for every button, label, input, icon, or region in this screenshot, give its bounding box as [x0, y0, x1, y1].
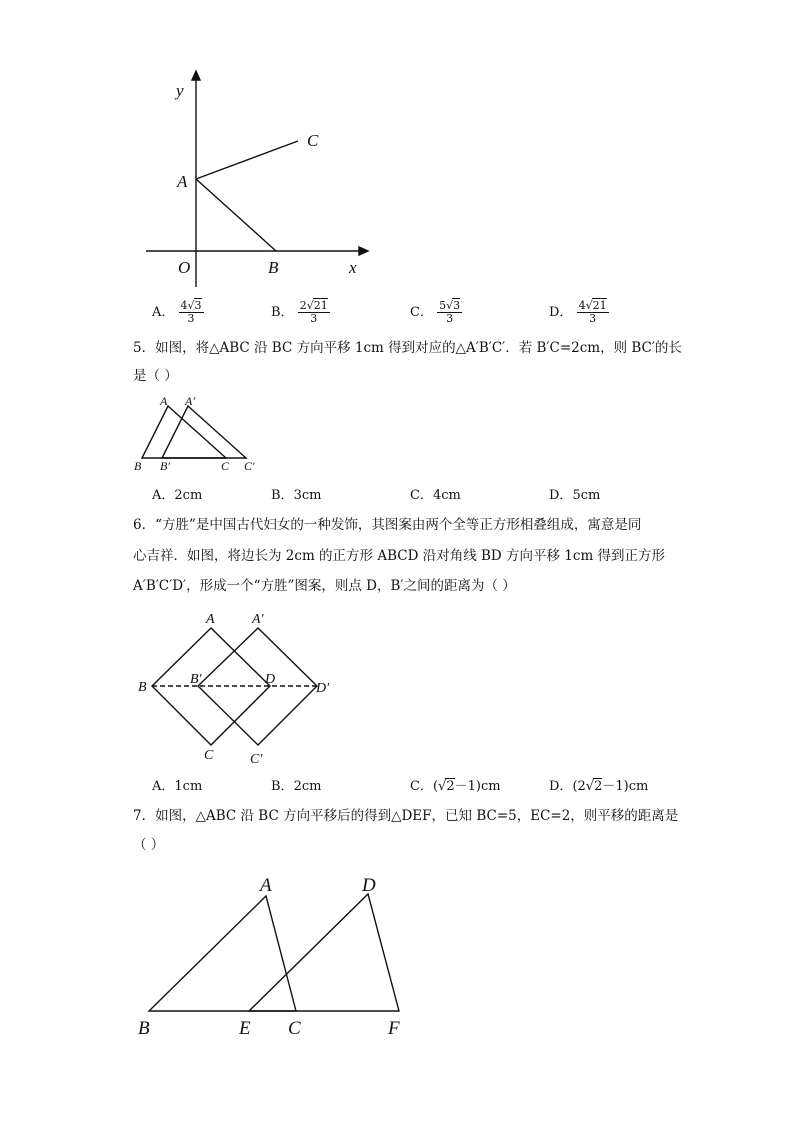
- q6-option-b[interactable]: B．2cm: [271, 779, 322, 794]
- label-D: D: [362, 875, 376, 896]
- question-number: 5．: [133, 340, 156, 356]
- q4-option-b[interactable]: B． $\frac{2√21}{3}$: [271, 299, 328, 325]
- label-F: F: [388, 1018, 400, 1039]
- q4-option-c[interactable]: C． $\frac{5√3}{3}$: [410, 299, 461, 325]
- q5-line1: 如图，将△ABC 沿 BC 方向平移 1cm 得到对应的△A′B′C′．若 B′C=2cm，则 BC′的长: [155, 340, 682, 356]
- label-C-prime: C′: [244, 459, 255, 473]
- q5-stem-line2: 是（ ）: [133, 368, 178, 384]
- q6-option-c[interactable]: C．(√2－1)cm: [410, 779, 501, 794]
- q6-stem: [133, 515, 641, 535]
- fraction: $\frac{4√21}{3}$: [578, 299, 607, 325]
- q7-stem: [133, 806, 678, 826]
- label-D-prime: D′: [316, 681, 330, 696]
- segment-AB: [196, 179, 276, 251]
- x-axis-arrow: [359, 247, 368, 255]
- label-B: B: [268, 258, 279, 277]
- q5-option-c[interactable]: C．4cm: [410, 488, 461, 503]
- q7-figure: [132, 870, 422, 1042]
- label-x: x: [349, 258, 357, 277]
- q4-option-d[interactable]: D． $\frac{4√21}{3}$: [549, 299, 607, 325]
- y-axis-arrow: [192, 71, 200, 80]
- label-C: C: [307, 131, 319, 150]
- label-B-prime: B′: [160, 459, 170, 473]
- q5-stem: [133, 338, 682, 358]
- label-B: B: [134, 459, 142, 473]
- label-A-prime: A′: [252, 612, 264, 627]
- triangle-DEF: [249, 894, 399, 1011]
- label-D: D: [265, 672, 276, 687]
- fraction: $\frac{4√3}{3}$: [180, 299, 202, 325]
- q5-figure: [128, 392, 268, 474]
- label-C-prime: C′: [250, 752, 263, 767]
- label-B: B: [138, 1018, 150, 1039]
- question-number: 6．: [133, 517, 156, 533]
- label-A: A: [177, 172, 188, 191]
- q6-stem-line2: 心吉祥．如图，将边长为 2cm 的正方形 ABCD 沿对角线 BD 方向平移 1cm 得到正方形: [133, 548, 666, 564]
- label-A: A: [260, 875, 272, 896]
- q5-option-b[interactable]: B．3cm: [271, 488, 322, 503]
- fraction: $\frac{2√21}{3}$: [299, 299, 328, 325]
- label-y: y: [176, 81, 184, 100]
- q6-stem-line3: A′B′C′D′，形成一个“方胜”图案，则点 D，B′之间的距离为（ ）: [133, 578, 516, 594]
- label-C: C: [204, 748, 214, 763]
- q5-option-d[interactable]: D．5cm: [549, 488, 601, 503]
- question-number: 7．: [133, 808, 156, 824]
- q6-option-d[interactable]: D．(2√2－1)cm: [549, 779, 649, 794]
- triangle-ABC: [149, 896, 296, 1011]
- q7-stem-line2: （ ）: [133, 837, 165, 853]
- q5-option-a[interactable]: A．2cm: [152, 488, 203, 503]
- label-B-prime: B′: [190, 672, 202, 687]
- label-E: E: [239, 1018, 251, 1039]
- q4-option-a[interactable]: A． $\frac{4√3}{3}$: [152, 299, 202, 325]
- q7-line1: 如图，△ABC 沿 BC 方向平移后的得到△DEF，已知 BC=5，EC=2，则平移的距离是: [155, 808, 679, 824]
- label-O: O: [178, 258, 191, 277]
- label-B: B: [138, 680, 147, 695]
- label-A: A: [160, 394, 168, 408]
- label-C: C: [288, 1018, 301, 1039]
- q4-figure: [140, 65, 380, 295]
- triangle-A2B2C2: [162, 406, 246, 458]
- segment-AC: [196, 141, 298, 179]
- q6-figure: [130, 604, 350, 772]
- label-C: C: [221, 459, 230, 473]
- q6-line1: “方胜”是中国古代妇女的一种发饰，其图案由两个全等正方形相叠组成，寓意是同: [155, 517, 642, 533]
- label-A: A: [206, 612, 215, 627]
- q6-option-a[interactable]: A．1cm: [152, 779, 203, 794]
- fraction: $\frac{5√3}{3}$: [439, 299, 461, 325]
- label-A-prime: A′: [185, 394, 195, 408]
